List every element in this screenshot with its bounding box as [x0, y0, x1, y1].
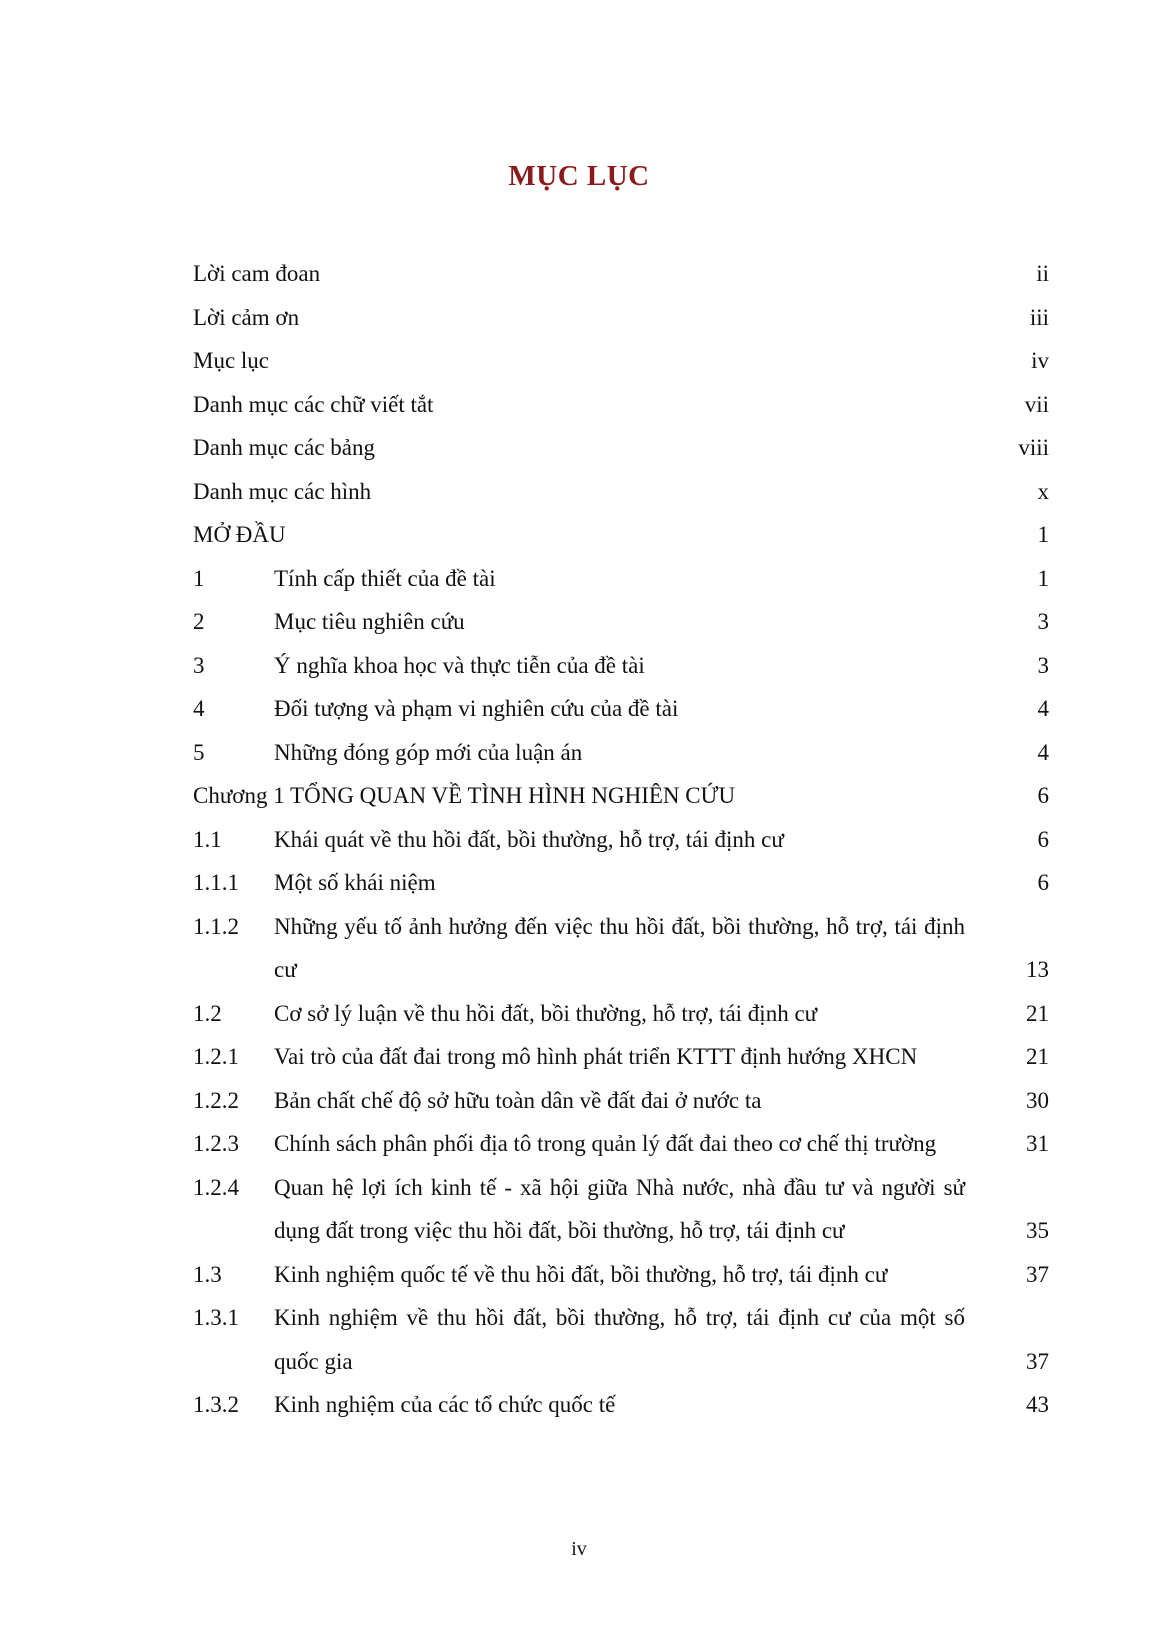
- toc-entry-title: Danh mục các hình: [193, 478, 372, 504]
- toc-entry-page: 37: [1026, 1261, 1049, 1287]
- toc-entry-title: Cơ sở lý luận về thu hồi đất, bồi thường, hỗ trợ, tái định cư: [274, 1000, 818, 1026]
- page-title: MỤC LỤC: [508, 160, 650, 192]
- toc-entry: [193, 774, 1049, 818]
- toc-entry: [193, 513, 1049, 557]
- toc-entry-page: viii: [1018, 435, 1049, 460]
- toc-entry-title: Những đóng góp mới của luận án: [274, 739, 583, 765]
- toc-entry-number: 1.1.2: [193, 913, 239, 939]
- toc-entry-page: 6: [1037, 870, 1049, 895]
- toc-entry-page: 21: [1026, 1000, 1049, 1026]
- toc-entry-page: 6: [1037, 783, 1049, 808]
- toc-entry-number: 1.2.2: [193, 1087, 239, 1113]
- toc-entry-number: 2: [193, 609, 205, 634]
- toc-entry: [193, 1383, 1049, 1427]
- toc-entry: [193, 557, 1049, 601]
- toc-entry-number: 1.1.1: [193, 870, 239, 895]
- toc-entry-title: Mục tiêu nghiên cứu: [274, 609, 465, 634]
- toc-entry-page: 30: [1026, 1087, 1049, 1113]
- toc-entry-page: x: [1037, 478, 1049, 504]
- toc-entry-page: 13: [1026, 957, 1049, 982]
- toc-entry: [193, 296, 1049, 340]
- toc-entry-page: 3: [1037, 652, 1049, 678]
- toc-entry: [193, 426, 1049, 470]
- toc-entry-title: Chính sách phân phối địa tô trong quản lý đất đai theo cơ chế thị trường: [274, 1131, 937, 1156]
- toc-entry-title: MỞ ĐẦU: [193, 522, 286, 547]
- toc-entry: [193, 861, 1049, 905]
- toc-entry: [193, 1253, 1049, 1297]
- toc-entry-page: iii: [1029, 304, 1049, 330]
- page-number-footer: iv: [571, 1538, 587, 1560]
- toc-entry: [193, 818, 1049, 862]
- toc-entry: [193, 1166, 1049, 1253]
- toc-entry-page: iv: [1031, 348, 1049, 373]
- toc-entry: [193, 731, 1049, 775]
- toc-entry-page: 6: [1037, 826, 1049, 852]
- toc-entry-title: Tính cấp thiết của đề tài: [274, 565, 496, 591]
- toc-entry-number: 1: [193, 565, 205, 591]
- toc-entry-number: 1.3.1: [193, 1305, 239, 1330]
- toc-entry-title: Mục lục: [193, 348, 270, 373]
- toc-entry: [193, 905, 1049, 992]
- toc-entry-title: Vai trò của đất đai trong mô hình phát triển KTTT định hướng XHCN: [274, 1044, 918, 1069]
- toc-entry: [193, 687, 1049, 731]
- toc-entry-title: Lời cam đoan: [193, 261, 321, 286]
- toc-entry: [193, 1079, 1049, 1123]
- toc-entry: [193, 1035, 1049, 1079]
- toc-entry-page: 1: [1037, 522, 1049, 547]
- toc-entry-page: 21: [1026, 1044, 1049, 1069]
- toc-entry: [193, 600, 1049, 644]
- toc-entry: [193, 1296, 1049, 1383]
- toc-entry-page: 4: [1037, 696, 1049, 721]
- toc-entry-page: 31: [1026, 1131, 1049, 1156]
- toc-entry: [193, 339, 1049, 383]
- toc-entry-page: ii: [1036, 261, 1049, 286]
- toc-entry: [193, 644, 1049, 688]
- toc-entry: [193, 470, 1049, 514]
- toc-entry-page: vii: [1024, 391, 1049, 417]
- toc-entry-page: 3: [1037, 609, 1049, 634]
- toc-entry: [193, 1122, 1049, 1166]
- toc-entry-page: 43: [1026, 1392, 1049, 1417]
- table-of-contents: [193, 252, 1049, 1427]
- toc-entry-page: 1: [1037, 565, 1049, 591]
- toc-entry: [193, 383, 1049, 427]
- toc-entry-title: Kinh nghiệm của các tổ chức quốc tế: [274, 1392, 616, 1417]
- toc-entry-page: 37: [1026, 1348, 1049, 1374]
- toc-entry-title: Quan hệ lợi ích kinh tế - xã hội giữa Nhà nước, nhà đầu tư và người sử dụng đất trong việc thu hồi đất, bồi thường, hỗ trợ, tái định cư: [274, 1174, 965, 1243]
- toc-entry-title: Danh mục các chữ viết tắt: [193, 391, 434, 417]
- toc-entry-title: Một số khái niệm: [274, 870, 436, 895]
- toc-entry-number: 5: [193, 739, 205, 765]
- toc-entry-number: 1.2: [193, 1000, 222, 1026]
- toc-entry: [193, 252, 1049, 296]
- toc-entry-number: 1.1: [193, 826, 222, 852]
- toc-entry-title: Khái quát về thu hồi đất, bồi thường, hỗ trợ, tái định cư: [274, 826, 784, 852]
- toc-entry-title: Những yếu tố ảnh hưởng đến việc thu hồi đất, bồi thường, hỗ trợ, tái định cư: [274, 913, 965, 982]
- toc-entry-page: 4: [1037, 739, 1049, 765]
- toc-entry-page: 35: [1026, 1218, 1049, 1243]
- toc-entry-title: Bản chất chế độ sở hữu toàn dân về đất đai ở nước ta: [274, 1087, 762, 1113]
- toc-entry-title: Kinh nghiệm về thu hồi đất, bồi thường, hỗ trợ, tái định cư của một số quốc gia: [274, 1305, 965, 1374]
- toc-entry-title: Kinh nghiệm quốc tế về thu hồi đất, bồi thường, hỗ trợ, tái định cư: [274, 1261, 888, 1287]
- toc-entry-title: Ý nghĩa khoa học và thực tiễn của đề tài: [274, 652, 645, 678]
- toc-entry-title: Chương 1 TỔNG QUAN VỀ TÌNH HÌNH NGHIÊN CỨU: [193, 783, 736, 808]
- toc-entry-number: 3: [193, 652, 205, 678]
- toc-entry-title: Lời cảm ơn: [193, 304, 300, 330]
- toc-entry-title: Danh mục các bảng: [193, 435, 376, 460]
- toc-entry-number: 4: [193, 696, 205, 721]
- toc-entry: [193, 992, 1049, 1036]
- toc-entry-number: 1.2.3: [193, 1131, 239, 1156]
- toc-entry-number: 1.2.1: [193, 1044, 239, 1069]
- toc-entry-number: 1.2.4: [193, 1174, 239, 1200]
- toc-entry-number: 1.3.2: [193, 1392, 239, 1417]
- toc-entry-title: Đối tượng và phạm vi nghiên cứu của đề tài: [274, 696, 679, 721]
- toc-entry-number: 1.3: [193, 1261, 222, 1287]
